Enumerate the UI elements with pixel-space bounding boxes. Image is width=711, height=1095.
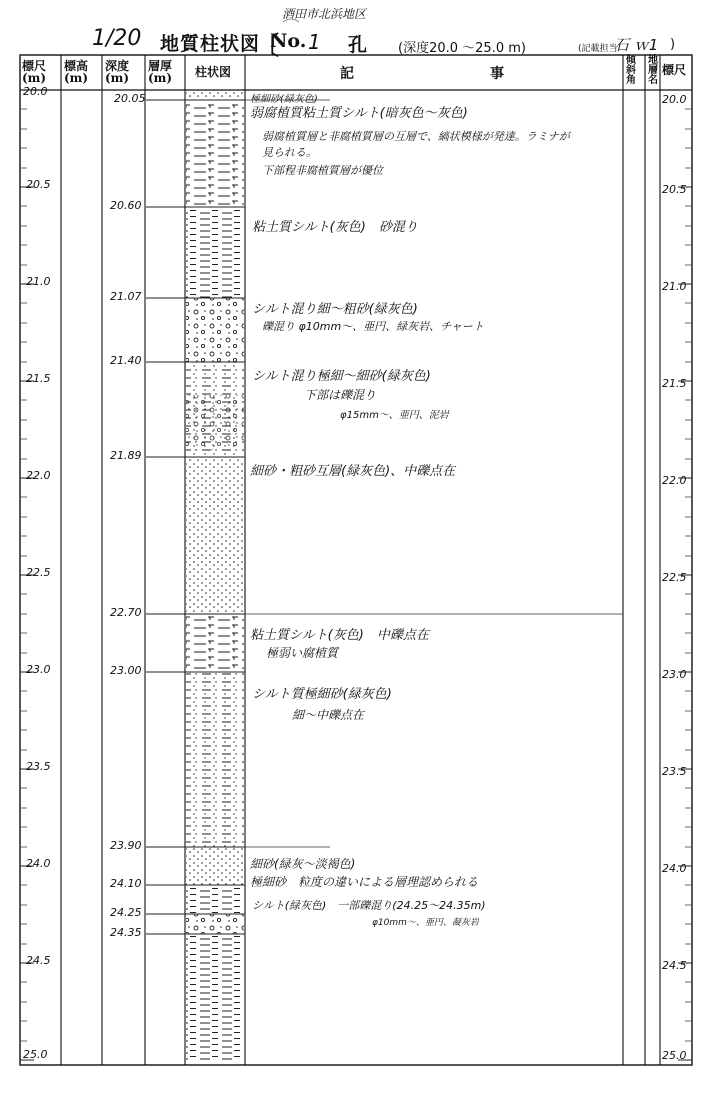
depth-value: 21.40	[110, 354, 142, 367]
scale-right-label: 21.5	[662, 377, 687, 390]
recorder-label: (記載担当	[578, 44, 618, 54]
page-title: 地質柱状図	[160, 33, 261, 55]
col-header-scale-right: 標尺	[662, 63, 687, 77]
depth-value: 22.70	[110, 606, 142, 619]
description-line: φ10mm～、亜円、凝灰岩	[372, 918, 479, 928]
col-header-description-a: 記	[340, 66, 354, 82]
col-header-log: 柱状図	[195, 65, 232, 79]
description-line: 弱腐植質層と非腐植質層の互層で、縞状模様が発達。ラミナが	[262, 130, 570, 143]
scale-right-label: 22.5	[662, 571, 687, 584]
location-note: 酒田市北浜地区	[282, 7, 367, 21]
scale-left-label: 22.5	[26, 566, 51, 579]
scale-left-label: 23.0	[26, 663, 51, 676]
col-header-depth: 深度 (m)	[105, 59, 130, 85]
lithology-column	[186, 91, 244, 1060]
scale-right-label: 20.5	[662, 183, 687, 196]
scale-left-label: 23.5	[26, 760, 51, 773]
scale-right-label: 24.0	[662, 862, 687, 875]
description-line: 粘土質シルト(灰色) 砂混り	[252, 220, 418, 235]
description-line: シルト混り極細～細砂(緑灰色)	[252, 369, 431, 384]
description-line: 極細砂(緑灰色)	[250, 94, 318, 105]
depth-value: 24.35	[110, 926, 142, 939]
depth-value: 20.05	[114, 92, 146, 105]
description-line: 細～中礫点在	[292, 708, 365, 722]
description-line: 粘土質シルト(灰色) 中礫点在	[250, 628, 429, 643]
col-header-elevation: 標高 (m)	[64, 59, 89, 85]
scale-right-label: 22.0	[662, 474, 687, 487]
description-line: 下部は礫混り	[304, 388, 377, 402]
scale-right-label: 23.0	[662, 668, 687, 681]
recorder-name: 石 ｗ1	[614, 36, 659, 54]
description-line: シルト質極細砂(緑灰色)	[252, 687, 392, 702]
scale-left-label: 22.0	[26, 469, 51, 482]
depth-value: 24.10	[110, 877, 142, 890]
col-header-description-b: 事	[490, 66, 504, 82]
scale-right-label: 24.5	[662, 959, 687, 972]
depth-value: 23.90	[110, 839, 142, 852]
description-line: 見られる。	[262, 146, 317, 159]
col-header-dip: 傾 斜 角	[626, 55, 636, 86]
scale-left-label: 21.5	[26, 372, 51, 385]
depth-value: 21.07	[110, 290, 142, 303]
col-header-thickness: 層厚 (m)	[148, 59, 173, 85]
recorder-close: )	[670, 37, 676, 52]
bore-suffix: 孔	[348, 34, 368, 56]
bore-prefix: No.	[270, 30, 307, 52]
description-line: 極細砂 粒度の違いによる層理認められる	[250, 875, 479, 889]
scale-left-label: 24.5	[26, 954, 51, 967]
col-header-stratum: 地 層 名	[648, 55, 658, 86]
description-line: φ15mm～、亜円、泥岩	[340, 410, 449, 421]
scale-right-label: 21.0	[662, 280, 687, 293]
title-bracket: 〔	[254, 31, 280, 60]
scale-left-label: 21.0	[26, 275, 51, 288]
description-line: 礫混り φ10mm～、亜円、緑灰岩、チャート	[262, 320, 484, 333]
scale-left-label: 20.5	[26, 178, 51, 191]
depth-range: (深度20.0 ～25.0 m)	[398, 41, 526, 56]
description-line: 下部程非腐植質層が優位	[262, 164, 383, 177]
description-line: 細砂(緑灰～淡褐色)	[250, 857, 356, 871]
description-line: シルト混り細～粗砂(緑灰色)	[252, 302, 418, 317]
bore-number: 1	[308, 30, 321, 54]
scale-left-label: 24.0	[26, 857, 51, 870]
scale-right-label: 23.5	[662, 765, 687, 778]
scale-right-label: 20.0	[662, 93, 687, 106]
scale-left-label: 20.0	[23, 85, 48, 98]
depth-value: 23.00	[110, 664, 142, 677]
depth-value: 21.89	[110, 449, 142, 462]
depth-value: 24.25	[110, 906, 142, 919]
description-line: シルト(緑灰色) 一部礫混り(24.25～24.35m)	[252, 899, 486, 912]
description-line: 弱腐植質粘土質シルト(暗灰色～灰色)	[250, 106, 468, 121]
description-line: 細砂・粗砂互層(緑灰色)、中礫点在	[250, 464, 456, 479]
depth-value: 20.60	[110, 199, 142, 212]
description-line: 極弱い腐植質	[266, 646, 339, 660]
col-header-scale-left: 標尺 (m)	[22, 59, 47, 85]
scale-right-label: 25.0	[662, 1049, 687, 1062]
scale-left-label: 25.0	[23, 1048, 48, 1061]
scale-label: 1/20	[92, 26, 142, 51]
